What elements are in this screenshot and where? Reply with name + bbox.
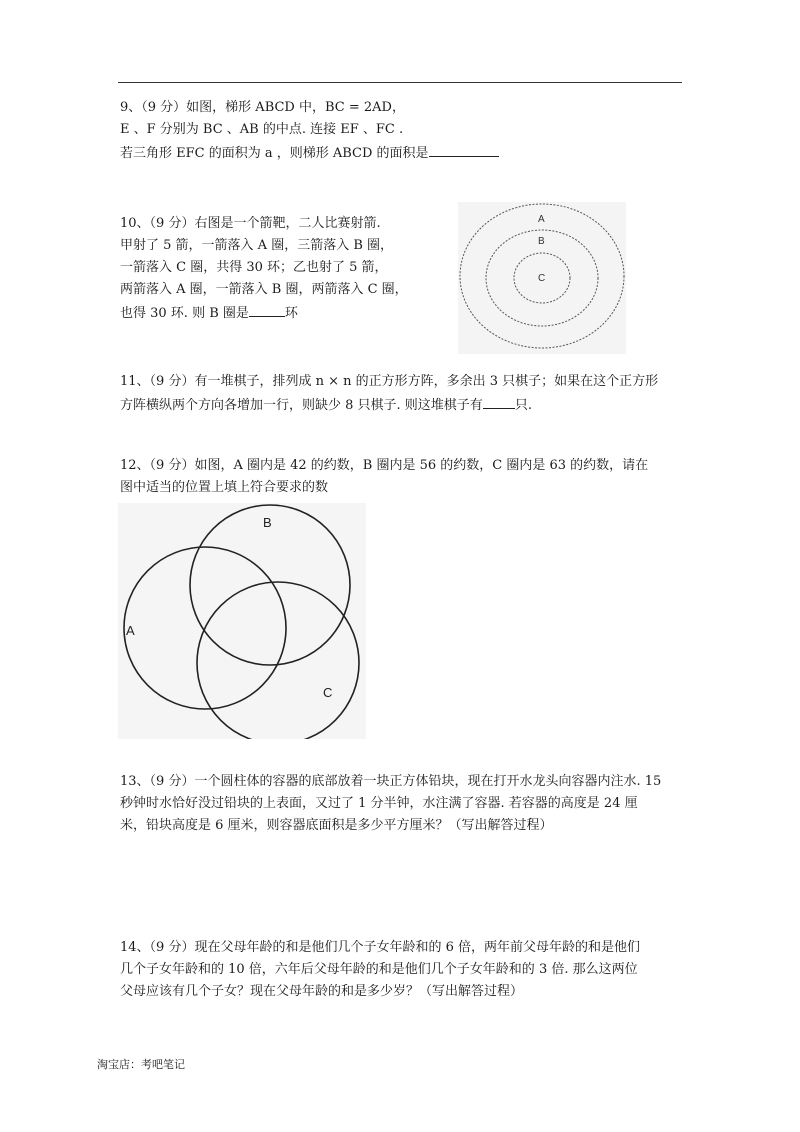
q11-answer-blank[interactable] <box>483 394 515 409</box>
target-label-c: C <box>538 273 546 284</box>
q12-line2: 图中适当的位置上填上符合要求的数 <box>120 480 329 495</box>
q13-line3: 米，铅块高度是 6 厘米，则容器底面积是多少平方厘米？（写出解答过程） <box>120 818 553 833</box>
q10-line5-text: 也得 30 环. 则 B 圈是 <box>120 306 249 321</box>
venn-label-c: C <box>323 685 333 700</box>
q10-answer-blank[interactable] <box>249 302 285 317</box>
q9-line3-text: 若三角形 EFC 的面积为 a ，则梯形 ABCD 的面积是 <box>120 146 429 161</box>
q9-line1: 9、（9 分）如图，梯形 ABCD 中，BC = 2AD， <box>120 100 405 115</box>
target-label-a: A <box>538 214 545 225</box>
venn-background <box>118 503 366 739</box>
q11-line1: 11、（9 分）有一堆棋子，排列成 n × n 的正方形方阵，多余出 3 只棋子；如果在这个正方形 <box>120 374 659 389</box>
q14-line3: 父母应该有几个子女？现在父母年龄的和是多少岁？（写出解答过程） <box>120 984 524 999</box>
q11-line2-unit: 只. <box>514 398 532 413</box>
q13-line2: 秒钟时水恰好没过铅块的上表面，又过了 1 分半钟，水注满了容器. 若容器的高度是 24 厘 <box>120 796 638 811</box>
venn-label-b: B <box>263 515 272 530</box>
q10-line5-unit: 环 <box>284 306 298 321</box>
q12-line1: 12、（9 分）如图，A 圈内是 42 的约数，B 圈内是 56 的约数，C 圈内是 63 的约数，请在 <box>120 458 649 473</box>
q13-line1: 13、（9 分）一个圆柱体的容器的底部放着一块正方体铅块，现在打开水龙头向容器内注水. 15 <box>120 774 662 789</box>
header-rule <box>118 82 682 83</box>
venn-label-a: A <box>126 623 135 638</box>
q10-line5 <box>120 302 298 324</box>
q9-line2: E 、F 分别为 BC 、AB 的中点. 连接 EF 、FC . <box>120 122 404 137</box>
q14-line2: 几个子女年龄和的 10 倍，六年后父母年龄的和是他们几个子女年龄和的 3 倍. 那么这两位 <box>120 962 638 977</box>
q11-line2 <box>120 394 532 416</box>
target-label-b: B <box>538 236 545 247</box>
footer-shop-name: 淘宝店：考吧笔记 <box>97 1058 185 1071</box>
q9-line3 <box>120 142 499 164</box>
q14-line1: 14、（9 分）现在父母年龄的和是他们几个子女年龄和的 6 倍，两年前父母年龄的和是他们 <box>120 940 640 955</box>
q11-line2-text: 方阵横纵两个方向各增加一行，则缺少 8 只棋子. 则这堆棋子有 <box>120 398 483 413</box>
q10-line4: 两箭落入 A 圈，一箭落入 B 圈，两箭落入 C 圈， <box>120 282 408 297</box>
venn-figure <box>118 503 366 739</box>
q10-line2: 甲射了 5 箭，一箭落入 A 圈，三箭落入 B 圈， <box>120 238 394 253</box>
q10-line1: 10、（9 分）右图是一个箭靶，二人比赛射箭. <box>120 216 381 231</box>
q10-line3: 一箭落入 C 圈，共得 30 环；乙也射了 5 箭， <box>120 260 388 275</box>
target-figure <box>458 202 626 354</box>
q9-answer-blank[interactable] <box>429 142 499 157</box>
